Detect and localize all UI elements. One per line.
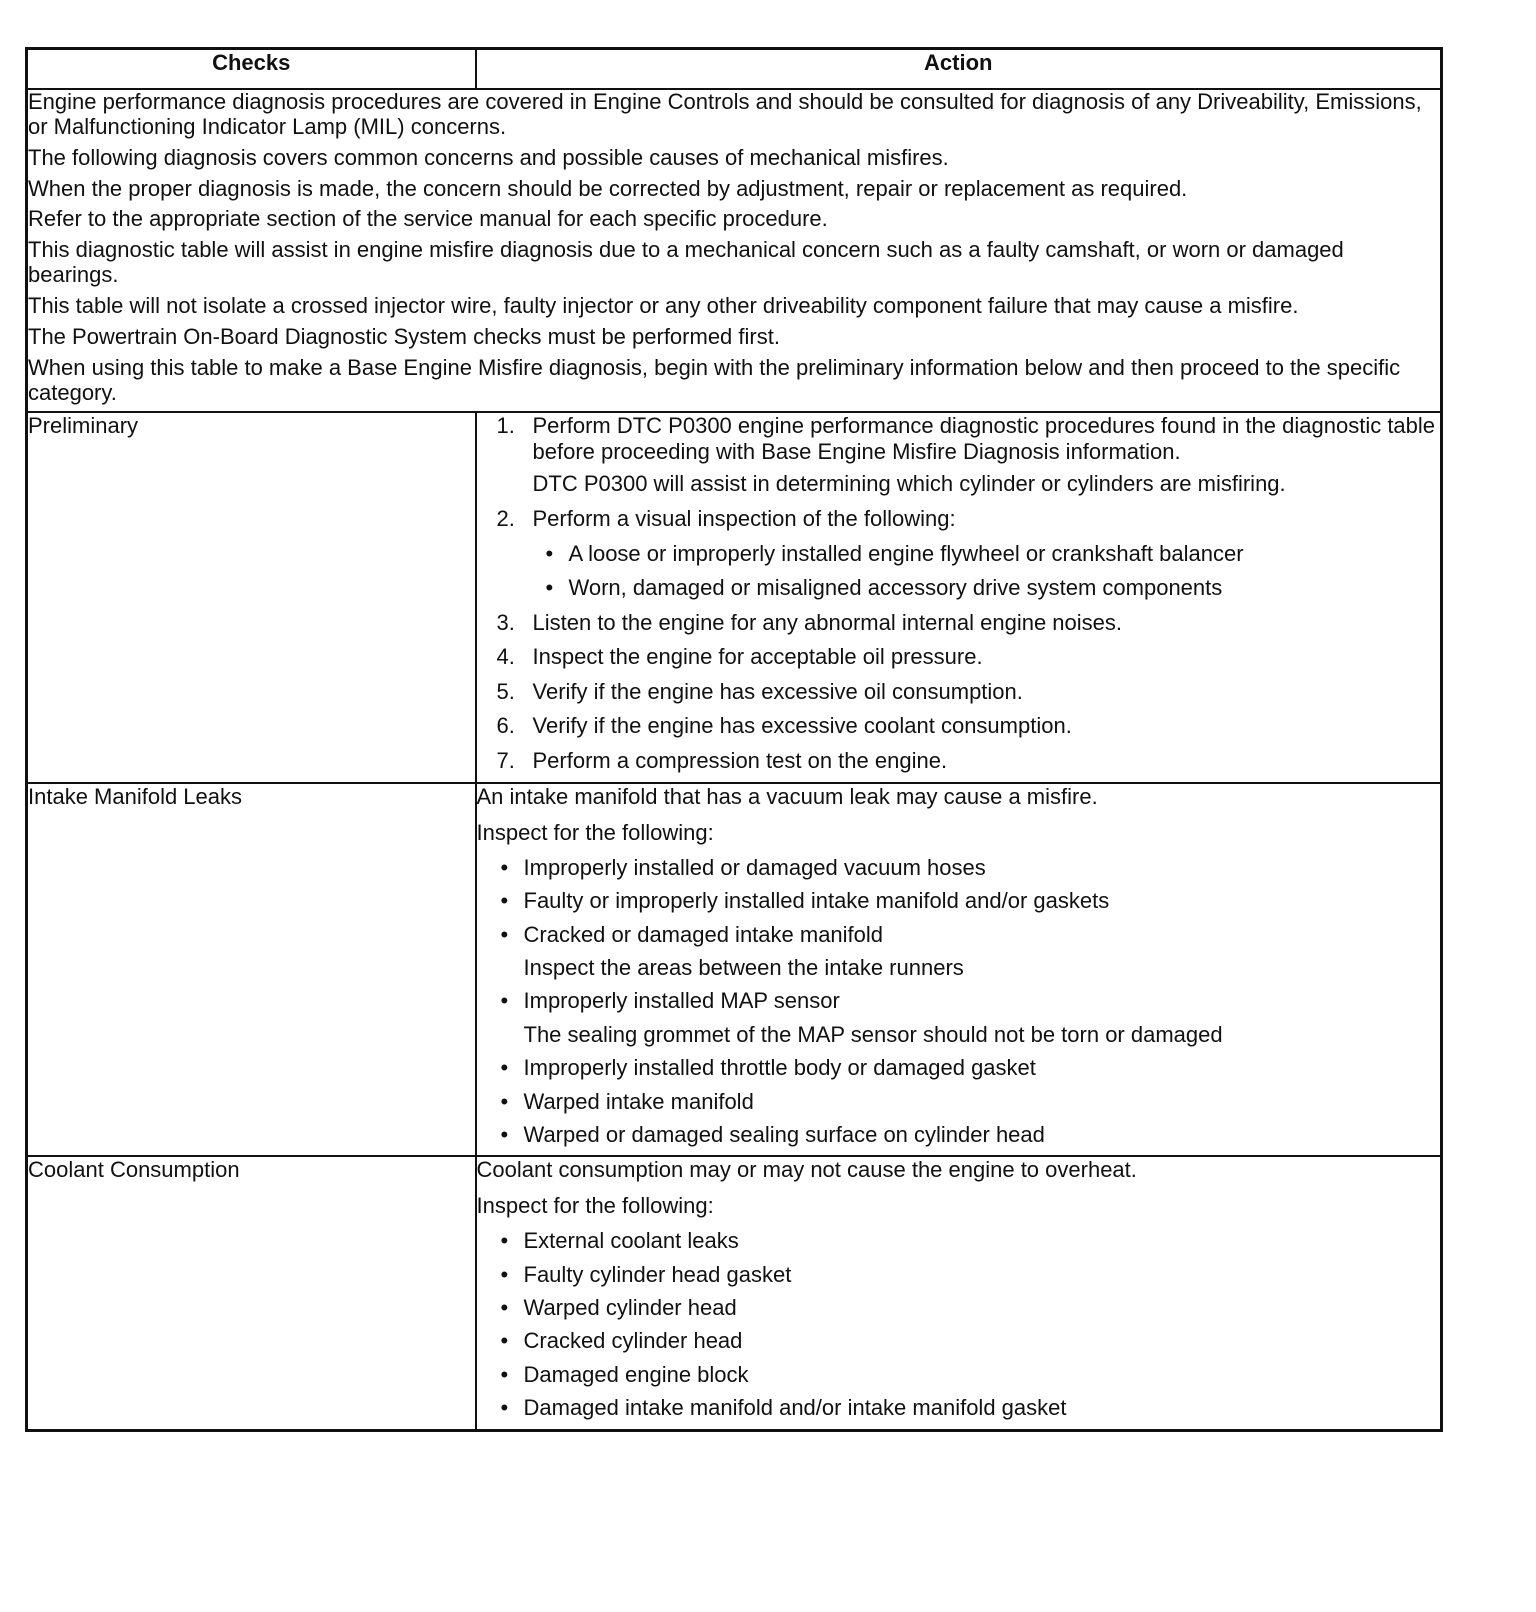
list-item-text: Improperly installed or damaged vacuum hoses — [523, 854, 986, 880]
step-number: 3. — [496, 609, 515, 635]
list-item-text: Cracked or damaged intake manifold — [523, 921, 884, 947]
list-item-note: Inspect the areas between the intake runners — [523, 955, 964, 981]
intake-check: Intake Manifold Leaks — [27, 783, 476, 1156]
list-item — [477, 1328, 1441, 1354]
coolant-action — [476, 1156, 1442, 1430]
step-item — [477, 679, 1441, 705]
list-item — [477, 1055, 1441, 1081]
intro-paragraph: When using this table to make a Base Engine Misfire diagnosis, begin with the preliminary information below and then proceed to the specific category. — [28, 354, 1401, 405]
list-item-text: Warped or damaged sealing surface on cylinder head — [523, 1122, 1045, 1148]
header-checks: Checks — [27, 49, 476, 90]
list-item — [477, 922, 1441, 982]
bullet-icon: • — [500, 1395, 509, 1421]
preliminary-action — [476, 412, 1442, 783]
intro-cell — [27, 89, 1442, 412]
list-item-text: Warped intake manifold — [523, 1088, 754, 1114]
list-item — [477, 1089, 1441, 1115]
step-text: Inspect the engine for acceptable oil pressure. — [532, 644, 983, 670]
preliminary-row — [27, 412, 1442, 783]
bullet-icon: • — [500, 1228, 509, 1254]
intake-lead: An intake manifold that has a vacuum leak may cause a misfire. — [476, 784, 1098, 810]
step-number: 2. — [496, 506, 515, 531]
sub-item — [533, 575, 1441, 601]
coolant-lead: Coolant consumption may or may not cause the engine to overheat. — [476, 1157, 1137, 1183]
step-text: Perform a compression test on the engine. — [532, 747, 948, 773]
step-note: DTC P0300 will assist in determining which cylinder or cylinders are misfiring. — [532, 471, 1286, 497]
step-text: Listen to the engine for any abnormal internal engine noises. — [532, 609, 1122, 635]
intro-paragraph: This table will not isolate a crossed injector wire, faulty injector or any other driveability component failure that may cause a misfire. — [28, 293, 1299, 319]
step-item — [477, 748, 1441, 774]
list-item-text: Cracked cylinder head — [523, 1328, 743, 1354]
list-item — [477, 988, 1441, 1048]
header-action: Action — [476, 49, 1442, 90]
list-item-text: Warped cylinder head — [523, 1294, 737, 1320]
list-item — [477, 1262, 1441, 1288]
list-item-text: Improperly installed throttle body or damaged gasket — [523, 1055, 1036, 1081]
preliminary-steps — [477, 413, 1441, 773]
list-item-text: Improperly installed MAP sensor — [523, 988, 840, 1014]
step-sublist — [533, 541, 1441, 601]
bullet-icon: • — [500, 1122, 509, 1148]
bullet-icon: • — [545, 575, 554, 601]
coolant-check: Coolant Consumption — [27, 1156, 476, 1430]
step-number: 5. — [496, 678, 515, 704]
header-row — [27, 49, 1442, 90]
bullet-icon: • — [500, 1055, 509, 1081]
bullet-icon: • — [500, 988, 509, 1014]
list-item-text: Damaged engine block — [523, 1361, 749, 1387]
bullet-icon: • — [500, 921, 509, 947]
list-item-text: Damaged intake manifold and/or intake manifold gasket — [523, 1395, 1067, 1421]
step-text: Verify if the engine has excessive coolant consumption. — [532, 713, 1072, 739]
bullet-icon: • — [500, 888, 509, 914]
intake-list — [477, 855, 1441, 1149]
coolant-list — [477, 1228, 1441, 1421]
list-item — [477, 1122, 1441, 1148]
bullet-icon: • — [500, 1088, 509, 1114]
intro-paragraph: This diagnostic table will assist in engine misfire diagnosis due to a mechanical concern such as a faulty camshaft, or worn or damaged bearings. — [28, 237, 1344, 288]
list-item — [477, 1295, 1441, 1321]
list-item — [477, 888, 1441, 914]
intro-row — [27, 89, 1442, 412]
bullet-icon: • — [500, 1328, 509, 1354]
preliminary-check: Preliminary — [27, 412, 476, 783]
diagnosis-table — [25, 47, 1443, 1432]
page — [25, 47, 1443, 1432]
bullet-icon: • — [500, 1261, 509, 1287]
sub-item — [533, 541, 1441, 567]
list-item — [477, 1228, 1441, 1254]
coolant-inspect: Inspect for the following: — [476, 1192, 714, 1218]
step-text: Perform DTC P0300 engine performance diagnostic procedures found in the diagnostic table before proceeding with Base Engine Misfire Diagnosis information. — [532, 413, 1436, 464]
step-text: Perform a visual inspection of the following: — [532, 506, 956, 531]
intake-row — [27, 783, 1442, 1156]
step-item — [477, 413, 1441, 497]
bullet-icon: • — [500, 854, 509, 880]
list-item-text: Faulty cylinder head gasket — [523, 1261, 792, 1287]
list-item — [477, 1362, 1441, 1388]
intro-paragraph: Refer to the appropriate section of the service manual for each specific procedure. — [28, 206, 828, 232]
step-number: 4. — [496, 644, 515, 670]
step-number: 7. — [496, 747, 515, 773]
list-item-note: The sealing grommet of the MAP sensor should not be torn or damaged — [523, 1021, 1223, 1047]
bullet-icon: • — [500, 1361, 509, 1387]
list-item-text: Faulty or improperly installed intake manifold and/or gaskets — [523, 888, 1110, 914]
coolant-row — [27, 1156, 1442, 1430]
step-item — [477, 506, 1441, 601]
bullet-icon: • — [500, 1294, 509, 1320]
intro-paragraph: Engine performance diagnosis procedures are covered in Engine Controls and should be consulted for diagnosis of any Driveability, Emissions, or Malfunctioning Indicator Lamp (MIL) concerns. — [28, 89, 1422, 139]
step-item — [477, 713, 1441, 739]
step-item — [477, 610, 1441, 636]
intro-paragraph: The Powertrain On-Board Diagnostic System checks must be performed first. — [28, 323, 780, 349]
sub-item-text: A loose or improperly installed engine flywheel or crankshaft balancer — [568, 540, 1244, 566]
intake-action — [476, 783, 1442, 1156]
list-item-text: External coolant leaks — [523, 1228, 739, 1254]
intake-inspect: Inspect for the following: — [476, 819, 714, 845]
intro-paragraph: The following diagnosis covers common concerns and possible causes of mechanical misfires. — [28, 144, 949, 170]
step-item — [477, 644, 1441, 670]
list-item — [477, 855, 1441, 881]
step-number: 1. — [496, 413, 515, 439]
list-item — [477, 1395, 1441, 1421]
bullet-icon: • — [545, 540, 554, 566]
sub-item-text: Worn, damaged or misaligned accessory drive system components — [568, 575, 1223, 601]
step-number: 6. — [496, 713, 515, 739]
step-text: Verify if the engine has excessive oil consumption. — [532, 678, 1023, 704]
intro-paragraph: When the proper diagnosis is made, the concern should be corrected by adjustment, repair or replacement as required. — [28, 175, 1188, 201]
